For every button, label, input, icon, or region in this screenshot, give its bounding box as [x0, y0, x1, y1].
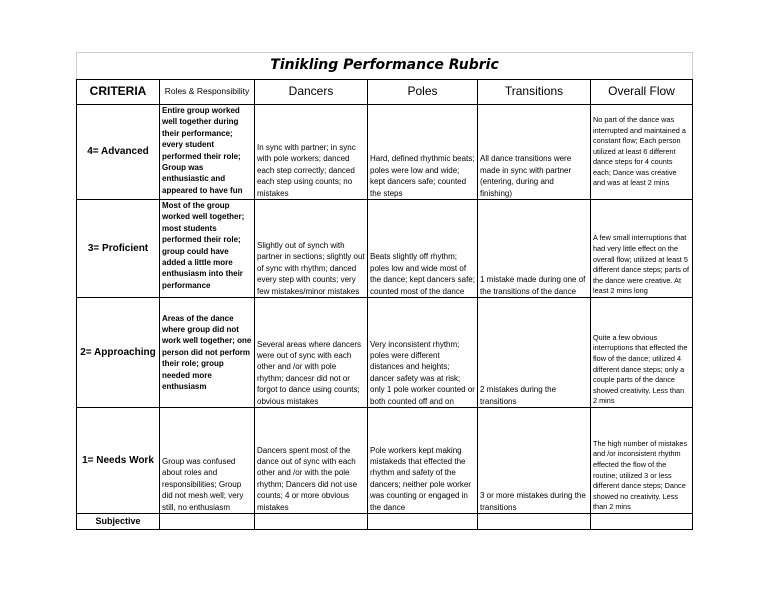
cell-poles: Hard, defined rhythmic beats; poles were low and wide; kept dancers safe; counted the steps [368, 105, 478, 200]
header-roles: Roles & Responsibility [160, 80, 255, 105]
header-transitions: Transitions [478, 80, 591, 105]
rubric-row-needs-work [77, 408, 693, 514]
rubric-table [76, 52, 693, 530]
page-title: Tinikling Performance Rubric [77, 53, 693, 80]
subjective-cell-transitions [478, 514, 591, 530]
header-row [77, 80, 693, 105]
header-poles: Poles [368, 80, 478, 105]
rubric-row-proficient [77, 200, 693, 298]
cell-overall-flow: Quite a few obvious interruptions that effected the flow of the dance; utilized 4 different dance steps; only a couple parts of the dance showed creativity. Less than 2 mins [591, 298, 693, 408]
cell-dancers: Several areas where dancers were out of sync with each other and /or with pole rhythm; dancesr did not or forgot to dance using counts; obvious mistakes [255, 298, 368, 408]
header-overall-flow: Overall Flow [591, 80, 693, 105]
cell-transitions: 2 mistakes during the transitions [478, 298, 591, 408]
level-label: 1= Needs Work [77, 408, 160, 514]
cell-poles: Pole workers kept making mistakeds that effected the rhythm and safety of the dancers; neither pole worker was counting or engaged in the dance [368, 408, 478, 514]
cell-dancers: In sync with partner; in sync with pole workers; danced each step correctly; danced each step using counts; no mistakes [255, 105, 368, 200]
header-dancers: Dancers [255, 80, 368, 105]
header-criteria: CRITERIA [77, 80, 160, 105]
cell-overall-flow: The high number of mistakes and /or inconsistent rhythm effected the flow of the routine; utilized 3 or less different dance steps; Dance showed no creativity. Less than 2 mins [591, 408, 693, 514]
cell-poles: Very inconsistent rhythm; poles were different distances and heights; dancer safety was at risk; only 1 pole worker counted or both counted off and on [368, 298, 478, 408]
cell-poles: Beats slightly off rhythm; poles low and wide most of the dance; kept dancers safe; counted most of the dance [368, 200, 478, 298]
cell-overall-flow: No part of the dance was interrupted and maintained a constant flow; Each person utilized at least 6 different dance steps for 4 counts each; Dance was creative and was at least 2 mins [591, 105, 693, 200]
level-label: 3= Proficient [77, 200, 160, 298]
cell-dancers: Dancers spent most of the dance out of sync with each other and /or with the pole rhythm; Dancers did not use counts; 4 or more obvious mistakes [255, 408, 368, 514]
subjective-row [77, 514, 693, 530]
cell-dancers: Slightly out of synch with partner in sections; slightly out of sync with rhythm; danced every step with counts; very few mistakes/minor mistakes [255, 200, 368, 298]
cell-transitions: 3 or more mistakes during the transitions [478, 408, 591, 514]
cell-roles: Group was confused about roles and responsibilities; Group did not mesh well; very still, no enthusiasm [160, 408, 255, 514]
subjective-cell-roles [160, 514, 255, 530]
cell-roles: Entire group worked well together during their performance; every student performed their role; Group was enthusiastic and appeared to have fun [160, 105, 255, 200]
rubric-row-approaching [77, 298, 693, 408]
cell-overall-flow: A few small interruptions that had very little effect on the overall flow; utilized at least 5 different dance steps; parts of the dance were creative. At least 2 mins long [591, 200, 693, 298]
subjective-cell-dancers [255, 514, 368, 530]
subjective-cell-overall-flow [591, 514, 693, 530]
cell-roles: Areas of the dance where group did not work well together; one person did not perform their role; group needed more enthusiasm [160, 298, 255, 408]
rubric-row-advanced [77, 105, 693, 200]
cell-transitions: All dance transitions were made in sync with partner (entering, during and finishing) [478, 105, 591, 200]
cell-roles: Most of the group worked well together; most students performed their role; group could have added a little more enthusiasm into their performance [160, 200, 255, 298]
level-label: 4= Advanced [77, 105, 160, 200]
subjective-cell-poles [368, 514, 478, 530]
subjective-label: Subjective [77, 514, 160, 530]
cell-transitions: 1 mistake made during one of the transitions of the dance [478, 200, 591, 298]
level-label: 2= Approaching [77, 298, 160, 408]
